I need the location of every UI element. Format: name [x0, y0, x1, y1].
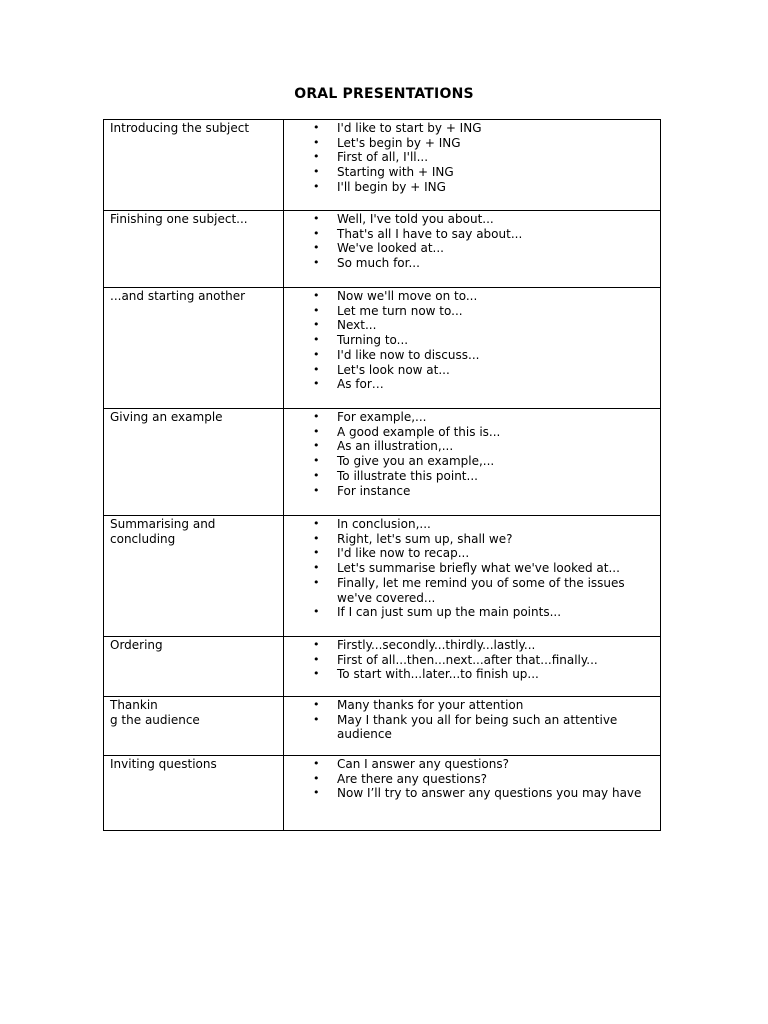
list-item: • Starting with + ING: [337, 165, 650, 180]
list-item: • May I thank you all for being such an attentive audience: [337, 713, 650, 742]
list-item: • Finally, let me remind you of some of the issues we've covered...: [337, 576, 650, 605]
list-item: • Are there any questions?: [337, 772, 650, 787]
list-item: • Let's summarise briefly what we've looked at...: [337, 561, 650, 576]
table-row: [104, 409, 661, 516]
table-row: [104, 211, 661, 288]
table-row: [104, 516, 661, 637]
phrases-table: [103, 119, 661, 831]
list-item: • Next...: [337, 318, 650, 333]
phrase-list-cell: [284, 697, 661, 756]
list-item: • For instance: [337, 484, 650, 499]
list-item: • I'll begin by + ING: [337, 180, 650, 195]
phrase-list: [284, 638, 650, 682]
page-title: ORAL PRESENTATIONS: [294, 86, 474, 102]
list-item: • In conclusion,...: [337, 517, 650, 532]
list-item: • So much for...: [337, 256, 650, 271]
list-item: • Turning to...: [337, 333, 650, 348]
list-item: • Firstly...secondly...thirdly...lastly...: [337, 638, 650, 653]
category-label: Thankin g the audience: [104, 697, 284, 756]
phrase-list: [284, 121, 650, 195]
table-row: [104, 288, 661, 409]
phrase-list-cell: [284, 637, 661, 697]
category-label: Giving an example: [104, 409, 284, 516]
phrase-list-cell: [284, 409, 661, 516]
list-item: • Let's begin by + ING: [337, 136, 650, 151]
list-item: • Right, let's sum up, shall we?: [337, 532, 650, 547]
list-item: • I'd like now to discuss...: [337, 348, 650, 363]
list-item: • I'd like to start by + ING: [337, 121, 650, 136]
phrase-list: [284, 410, 650, 498]
list-item: • As an illustration,...: [337, 439, 650, 454]
list-item: • Now we'll move on to...: [337, 289, 650, 304]
phrase-list: [284, 212, 650, 271]
list-item: • First of all...then...next...after that...finally...: [337, 653, 650, 668]
table-row: [104, 756, 661, 831]
phrase-list-cell: [284, 120, 661, 211]
table-row: [104, 120, 661, 211]
list-item: • A good example of this is...: [337, 425, 650, 440]
list-item: • For example,...: [337, 410, 650, 425]
list-item: • If I can just sum up the main points...: [337, 605, 650, 620]
table-row: [104, 637, 661, 697]
list-item: • As for…: [337, 377, 650, 392]
list-item: • Let's look now at...: [337, 363, 650, 378]
category-label: Finishing one subject...: [104, 211, 284, 288]
list-item: • I'd like now to recap...: [337, 546, 650, 561]
phrase-list-cell: [284, 288, 661, 409]
list-item: • To give you an example,...: [337, 454, 650, 469]
category-label: ...and starting another: [104, 288, 284, 409]
table-row: [104, 697, 661, 756]
phrase-list-cell: [284, 756, 661, 831]
phrase-list-cell: [284, 516, 661, 637]
list-item: • That's all I have to say about...: [337, 227, 650, 242]
phrase-list: [284, 289, 650, 392]
list-item: • To start with...later...to finish up...: [337, 667, 650, 682]
list-item: • First of all, I'll...: [337, 150, 650, 165]
category-label: Introducing the subject: [104, 120, 284, 211]
phrase-list: [284, 517, 650, 620]
list-item: • Let me turn now to...: [337, 304, 650, 319]
list-item: • Now I’ll try to answer any questions you may have: [337, 786, 650, 801]
phrase-list: [284, 698, 650, 742]
list-item: • To illustrate this point...: [337, 469, 650, 484]
category-label: Inviting questions: [104, 756, 284, 831]
list-item: • Can I answer any questions?: [337, 757, 650, 772]
list-item: • Well, I've told you about...: [337, 212, 650, 227]
phrase-list: [284, 757, 650, 801]
list-item: • We've looked at...: [337, 241, 650, 256]
phrase-list-cell: [284, 211, 661, 288]
category-label: Summarising and concluding: [104, 516, 284, 637]
category-label: Ordering: [104, 637, 284, 697]
list-item: • Many thanks for your attention: [337, 698, 650, 713]
